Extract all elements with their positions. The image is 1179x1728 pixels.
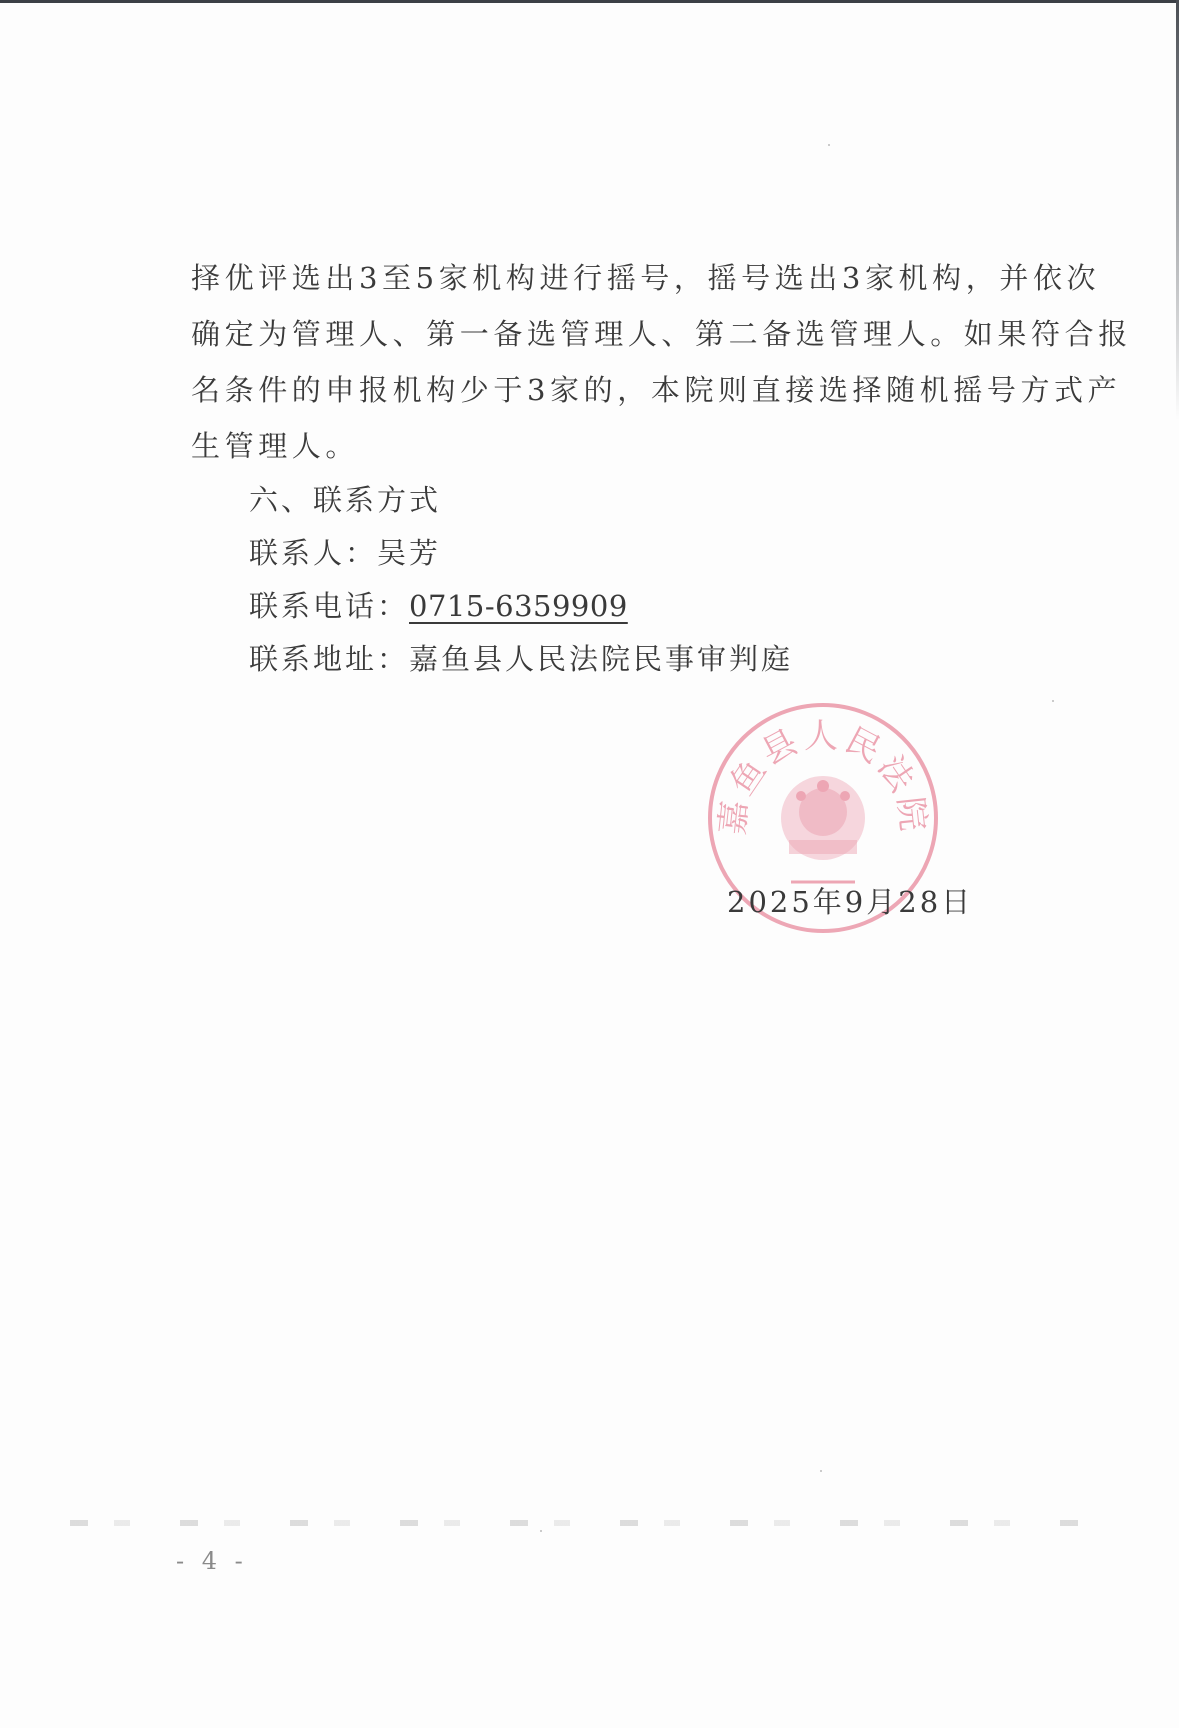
contact-person: 联系人：吴芳 — [249, 536, 442, 570]
page-number: - 4 - — [176, 1547, 248, 1575]
phone-number: 0715-6359909 — [409, 589, 628, 623]
contact-phone — [249, 586, 628, 626]
paragraph-line-3: 名条件的申报机构少于3家的，本院则直接选择随机摇号方式产 — [191, 373, 1122, 407]
seal-text: 嘉鱼县人民法院 — [712, 716, 934, 837]
scan-speck — [820, 1470, 822, 1472]
scan-speck — [1052, 700, 1054, 702]
scan-speck — [540, 1530, 542, 1532]
scan-speck — [828, 144, 830, 146]
paragraph-line-4: 生管理人。 — [191, 429, 360, 463]
paragraph-line-2: 确定为管理人、第一备选管理人、第二备选管理人。如果符合报 — [191, 317, 1132, 351]
section-heading: 六、联系方式 — [249, 483, 442, 517]
contact-address: 联系地址：嘉鱼县人民法院民事审判庭 — [249, 642, 794, 676]
signature-date: 2025年9月28日 — [727, 885, 974, 919]
scan-edge-top — [0, 0, 1179, 3]
phone-label: 联系电话： — [249, 589, 410, 623]
paragraph-line-1: 择优评选出3至5家机构进行摇号，摇号选出3家机构，并依次 — [191, 261, 1101, 295]
national-emblem-icon — [781, 776, 865, 860]
scan-noise-band — [70, 1520, 1090, 1526]
